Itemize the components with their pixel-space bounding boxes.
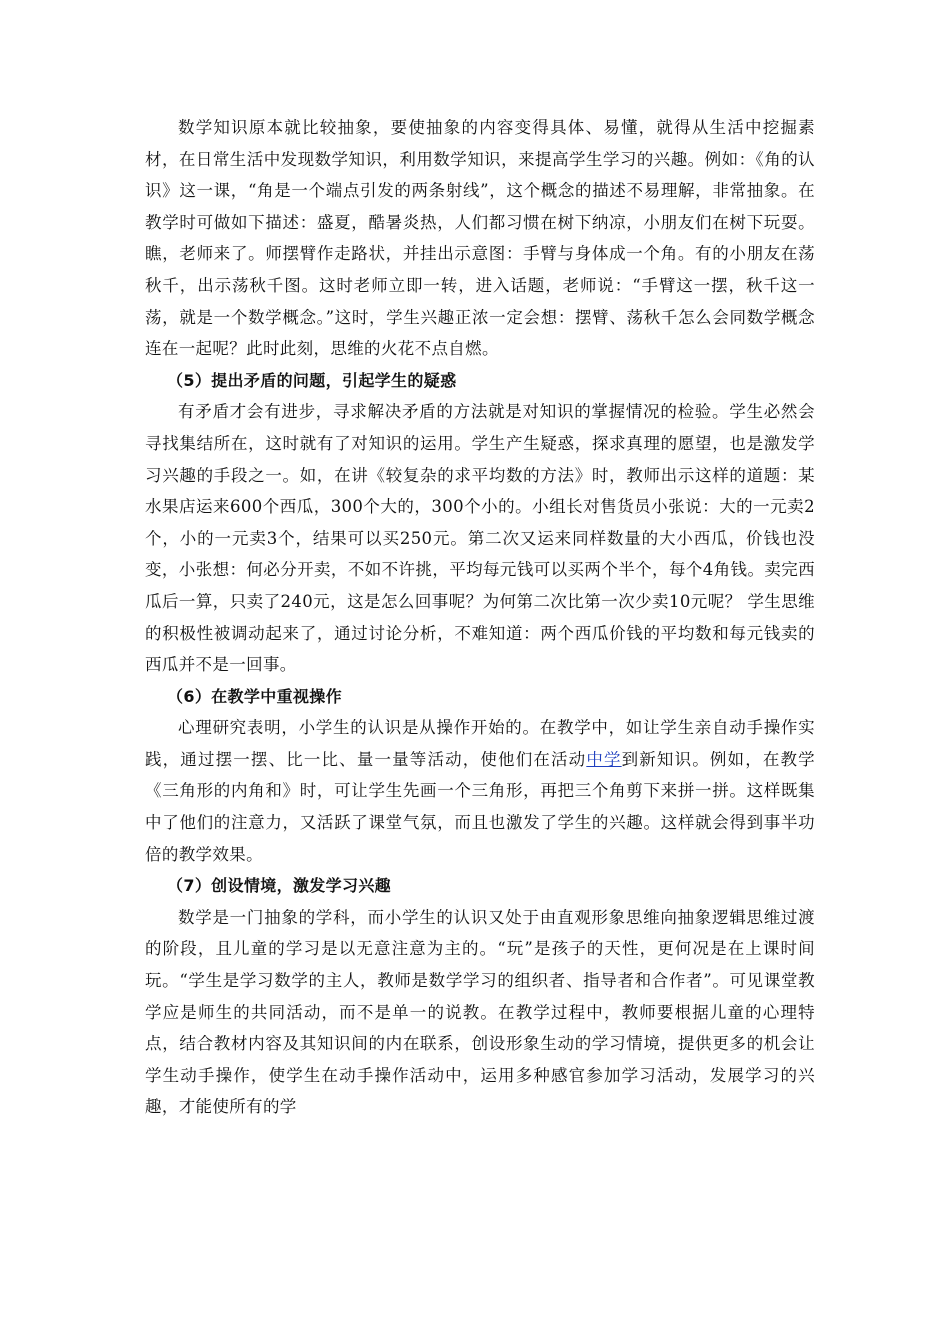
document-page: [145, 112, 815, 1123]
paragraph-contradiction: 有矛盾才会有进步，寻求解决矛盾的方法就是对知识的掌握情况的检验。学生必然会寻找集结所在，这时就有了对知识的运用。学生产生疑惑，探求真理的愿望，也是激发学习兴趣的手段之一。如，在讲《较复杂的求平均数的方法》时，教师出示这样的道题：某水果店运来600个西瓜，300个大的，300个小的。小组长对售货员小张说：大的一元卖2个，小的一元卖3个，结果可以买250元。第二次又运来同样数量的大小西瓜，价钱也没变，小张想：何必分开卖，不如不许挑，平均每元钱可以买两个半个，每个4角钱。卖完西瓜后一算，只卖了240元，这是怎么回事呢？为何第二次比第一次少卖10元呢？ 学生思维的积极性被调动起来了，通过讨论分析，不难知道：两个西瓜价钱的平均数和每元钱卖的西瓜并不是一回事。: [145, 402, 815, 675]
paragraph-intro: 数学知识原本就比较抽象，要使抽象的内容变得具体、易懂，就得从生活中挖掘素材，在日常生活中发现数学知识，利用数学知识，来提高学生学习的兴趣。例如：《角的认识》这一课，“角是一个端点引发的两条射线”，这个概念的描述不易理解，非常抽象。在教学时可做如下描述：盛夏，酷暑炎热，人们都习惯在树下纳凉，小朋友们在树下玩耍。瞧，老师来了。师摆臂作走路状，并挂出示意图：手臂与身体成一个角。有的小朋友在荡秋千，出示荡秋千图。这时老师立即一转，进入话题，老师说：“手臂这一摆，秋千这一荡，就是一个数学概念。”这时，学生兴趣正浓一定会想：摆臂、荡秋千怎么会同数学概念连在一起呢？此时此刻，思维的火花不点自燃。: [145, 118, 815, 359]
heading-section-7: （7）创设情境，激发学习兴趣: [167, 876, 392, 896]
paragraph-situation: 数学是一门抽象的学科，而小学生的认识又处于由直观形象思维向抽象逻辑思维过渡的阶段，且儿童的学习是以无意注意为主的。“玩”是孩子的天性，更何况是在上课时间玩。“学生是学习数学的主人，教师是数学学习的组织者、指导者和合作者”。可见课堂教学应是师生的共同活动，而不是单一的说教。在教学过程中，教师要根据儿童的心理特点，结合教材内容及其知识间的内在联系，创设形象生动的学习情境，提供更多的机会让学生动手操作，使学生在动手操作活动中，运用多种感官参加学习活动，发展学习的兴趣，才能使所有的学: [145, 907, 815, 1117]
paragraph-operation-text-2: 到新知识。例如，在教学《三角形的内角和》时，可让学生先画一个三角形，再把三个角剪下来拼一拼。这样既集中了他们的注意力，又活跃了课堂气氛，而且也激发了学生的兴趣。这样就会得到事半功倍的教学效果。: [145, 749, 815, 864]
paragraph-operation-text-1: 心理研究表明，小学生的认识是从操作开始的。在教学中，如让学生亲自动手操作实践，通过摆一摆、比一比、量一量等活动，使他们在活动: [145, 718, 815, 769]
heading-section-6: （6）在教学中重视操作: [167, 686, 342, 706]
hyperlink-zhongxue[interactable]: 中学: [586, 749, 622, 769]
paragraph-operation: [145, 712, 815, 870]
heading-section-5: （5）提出矛盾的问题，引起学生的疑惑: [167, 370, 457, 390]
